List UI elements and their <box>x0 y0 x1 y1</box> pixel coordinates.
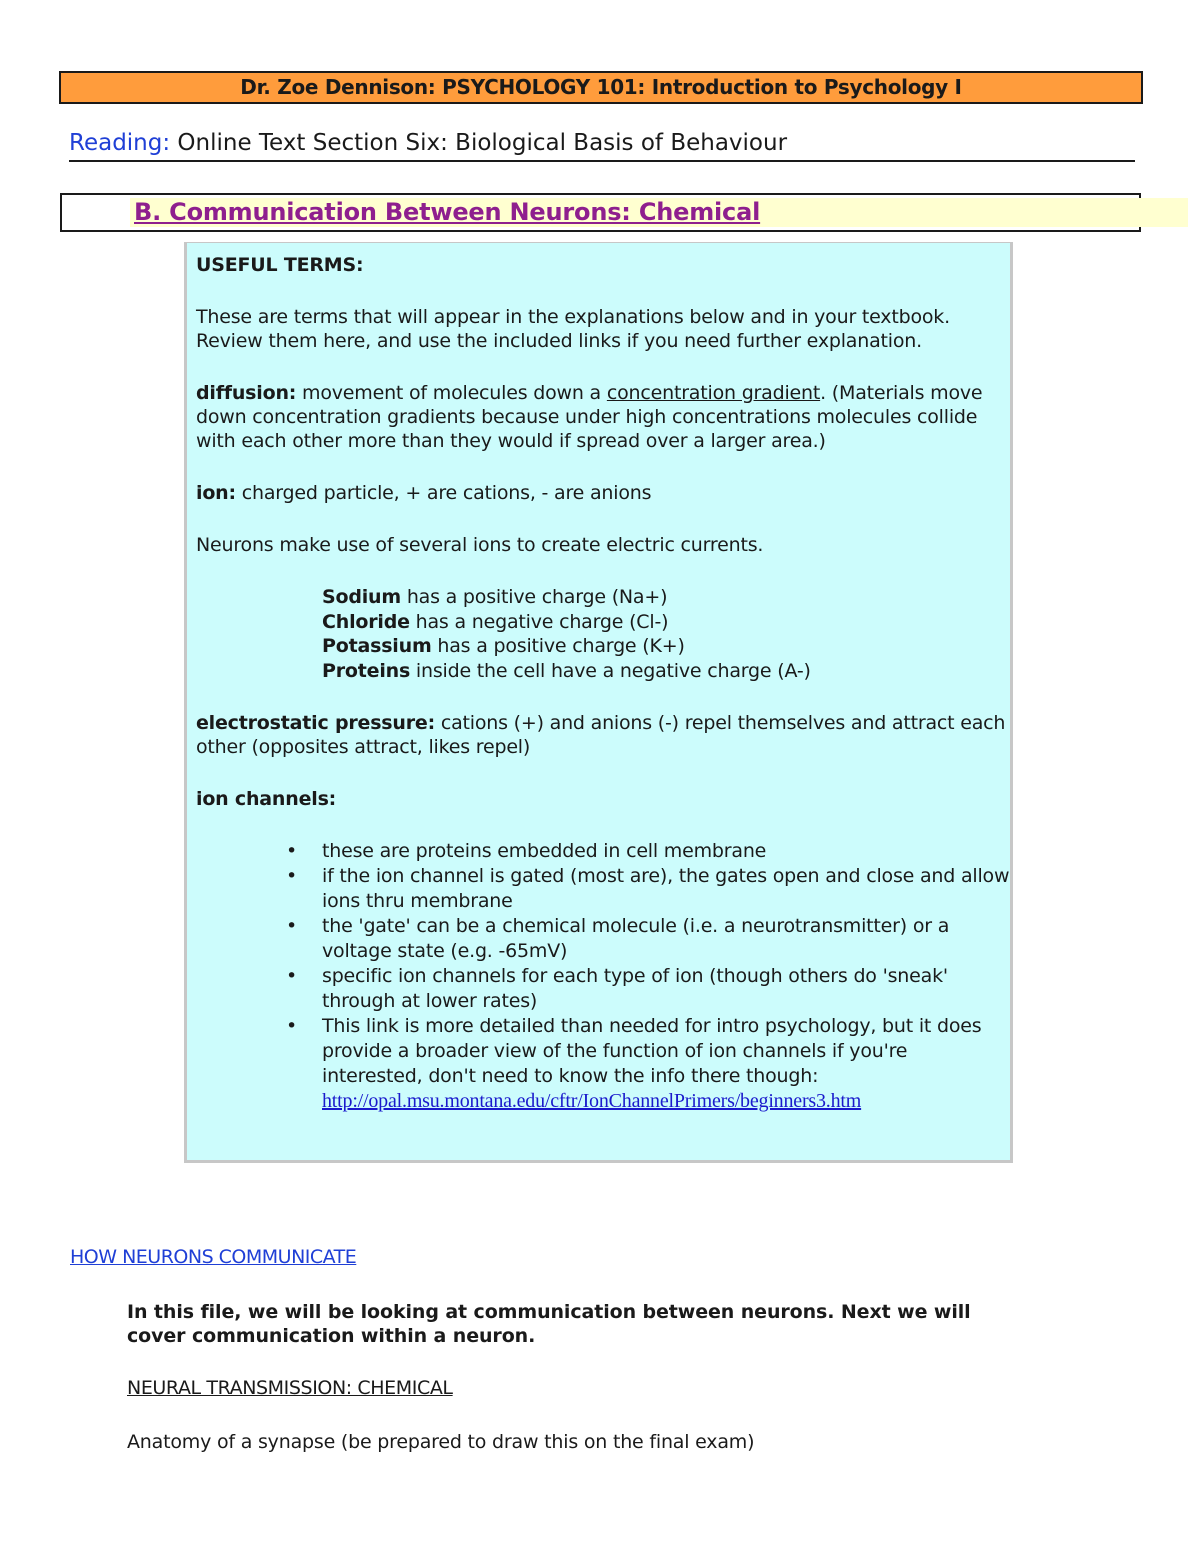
section-title: B. Communication Between Neurons: Chemical <box>134 198 761 226</box>
ion-list-item <box>322 610 1011 635</box>
list-item: • the 'gate' can be a chemical molecule (i.e. a neurotransmitter) or a voltage state (e.g. -65mV) <box>322 914 1011 964</box>
diffusion-term: diffusion: <box>196 382 297 404</box>
section-header <box>60 193 1141 232</box>
reading-label: Reading: <box>69 130 171 156</box>
ion-channels-term: ion channels: <box>196 788 337 810</box>
list-item <box>322 1014 1011 1114</box>
ion-definition <box>196 481 1011 505</box>
ion-channels-list <box>196 839 1011 1114</box>
useful-terms-intro: These are terms that will appear in the explanations below and in your textbook. Review them here, and use the included links if you need further explanation. <box>196 306 950 352</box>
diffusion-text-before: movement of molecules down a <box>296 382 607 404</box>
ion-list-item <box>322 585 1011 610</box>
electrostatic-term: electrostatic pressure: <box>196 712 435 734</box>
reading-text: Online Text Section Six: Biological Basis of Behaviour <box>170 130 788 156</box>
ion-name: Sodium <box>322 586 401 608</box>
electrostatic-definition <box>196 711 1011 759</box>
course-header <box>59 71 1143 104</box>
electrostatic-text: cations (+) and anions (-) repel themselves and attract each other (opposites attract, likes repel) <box>196 712 1006 758</box>
ion-channel-primer-link[interactable]: http://opal.msu.montana.edu/cftr/IonChannelPrimers/beginners3.htm <box>322 1090 862 1112</box>
list-item: • specific ion channels for each type of ion (though others do 'sneak' through at lower rates) <box>322 964 1011 1014</box>
ion-desc: has a positive charge (Na+) <box>400 586 668 608</box>
ion-list <box>322 585 1011 683</box>
ion-desc: inside the cell have a negative charge (A-) <box>410 659 811 682</box>
how-neurons-communicate-link[interactable]: HOW NEURONS COMMUNICATE <box>70 1246 357 1268</box>
list-item: • if the ion channel is gated (most are), the gates open and close and allow ions thru membrane <box>322 864 1011 914</box>
useful-terms-content <box>196 253 1011 1114</box>
diffusion-definition <box>196 381 1011 453</box>
anatomy-text: Anatomy of a synapse (be prepared to draw this on the final exam) <box>127 1431 755 1453</box>
reading-line <box>69 126 1135 162</box>
list-item-text: This link is more detailed than needed for intro psychology, but it does provide a broader view of the function of ion channels if you're interested, don't need to know the info there though: <box>322 1015 982 1087</box>
useful-terms-heading: USEFUL TERMS: <box>196 254 364 276</box>
ion-term: ion: <box>196 482 236 504</box>
ion-name: Chloride <box>322 610 410 633</box>
concentration-gradient-link[interactable]: concentration gradient <box>606 382 821 404</box>
intro-paragraph: In this file, we will be looking at communication between neurons. Next we will cover communication within a neuron. <box>127 1301 971 1347</box>
diffusion-text-after: . (Materials move down concentration gradients because under high concentrations molecules collide with each other more than they would if spread over a larger area.) <box>196 382 983 452</box>
ion-desc: has a negative charge (Cl-) <box>409 610 669 633</box>
ion-desc: has a positive charge (K+) <box>431 635 685 657</box>
neural-transmission-heading: NEURAL TRANSMISSION: CHEMICAL <box>127 1377 453 1399</box>
ion-name: Potassium <box>322 635 432 657</box>
ion-text: charged particle, + are cations, - are anions <box>235 482 652 504</box>
ions-intro: Neurons make use of several ions to create electric currents. <box>196 534 764 556</box>
course-title: Dr. Zoe Dennison: PSYCHOLOGY 101: Introduction to Psychology I <box>240 75 962 99</box>
ion-list-item <box>322 659 1011 684</box>
list-item: • these are proteins embedded in cell membrane <box>322 839 1011 864</box>
ion-list-item <box>322 634 1011 659</box>
ion-name: Proteins <box>322 659 411 682</box>
